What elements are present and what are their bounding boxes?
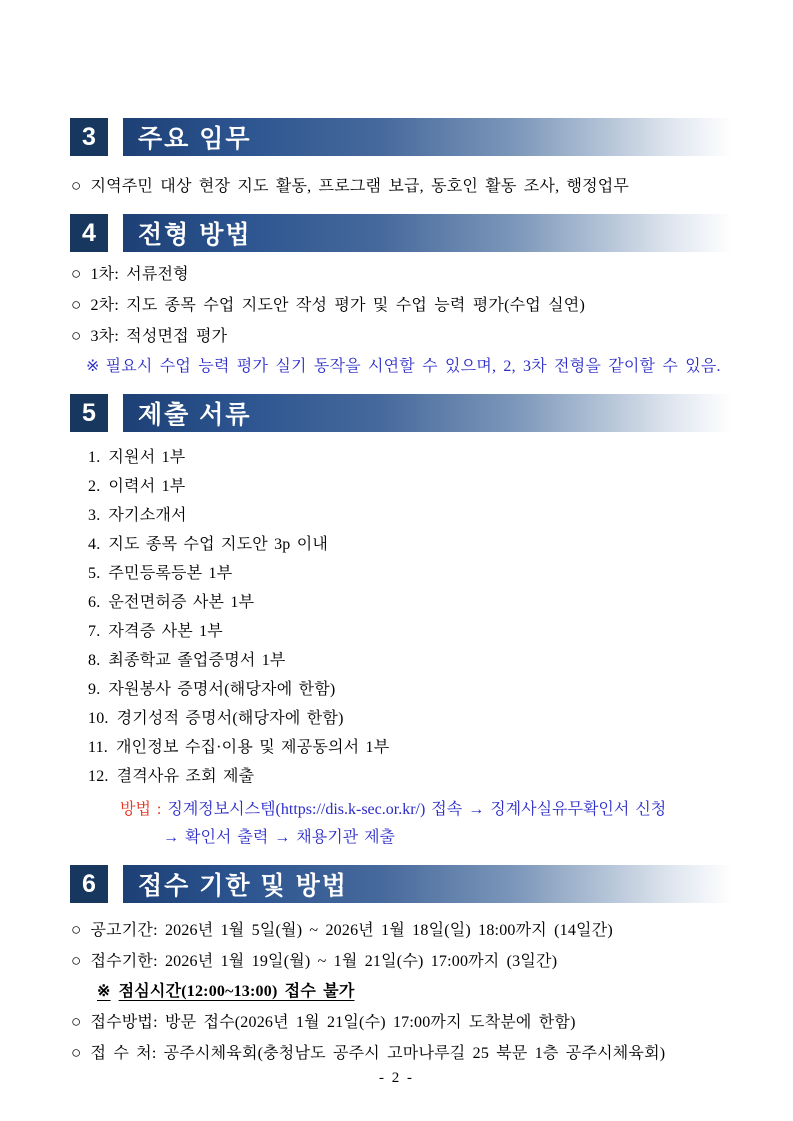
section-number-box: 4 bbox=[70, 214, 108, 252]
document-item bbox=[88, 559, 763, 588]
document-item bbox=[88, 443, 763, 472]
note-line-bold bbox=[97, 977, 763, 1007]
document-text: 개인정보 수집·이용 및 제공동의서 1부 bbox=[116, 739, 390, 756]
bullet-line bbox=[71, 915, 763, 946]
circle-marker: ○ bbox=[71, 326, 82, 345]
document-number: 8. bbox=[88, 652, 101, 669]
document-item bbox=[88, 646, 763, 675]
document-number: 6. bbox=[88, 594, 101, 611]
circle-marker: ○ bbox=[71, 295, 82, 314]
document-item bbox=[88, 588, 763, 617]
bullet-line bbox=[71, 290, 763, 321]
document-text: 자원봉사 증명서(해당자에 한함) bbox=[108, 681, 336, 698]
document-item bbox=[88, 472, 763, 501]
document-text: 지원서 1부 bbox=[108, 449, 186, 466]
section-title-bar bbox=[123, 214, 733, 252]
document-text: 최종학교 졸업증명서 1부 bbox=[108, 652, 286, 669]
bullet-text: 지역주민 대상 현장 지도 활동, 프로그램 보급, 동호인 활동 조사, 행정업무 bbox=[90, 178, 630, 195]
document-item bbox=[88, 675, 763, 704]
note-text: 점심시간(12:00~13:00) 접수 불가 bbox=[118, 983, 355, 1000]
bullet-text: 접 수 처: 공주시체육회(충청남도 공주시 고마나루길 25 북문 1층 공주시체육회) bbox=[90, 1045, 666, 1062]
section-title: 접수 기한 및 방법 bbox=[138, 872, 348, 900]
method-label: 방법 : bbox=[120, 801, 162, 818]
reference-mark-icon: ※ bbox=[97, 983, 111, 1000]
bullet-line bbox=[71, 946, 763, 977]
bullet-text: 2차: 지도 종목 수업 지도안 작성 평가 및 수업 능력 평가(수업 실연) bbox=[90, 297, 585, 314]
document-item bbox=[88, 530, 763, 559]
note-line-blue bbox=[86, 352, 763, 382]
bullet-text: 공고기간: 2026년 1월 5일(월) ~ 2026년 1월 18일(일) 18:00까지 (14일간) bbox=[90, 922, 613, 939]
document-list bbox=[88, 443, 763, 791]
section-title: 전형 방법 bbox=[138, 221, 252, 249]
section-application-deadline bbox=[0, 865, 793, 1069]
document-text: 운전면허증 사본 1부 bbox=[108, 594, 255, 611]
section-number-box: 3 bbox=[70, 118, 108, 156]
section-title: 제출 서류 bbox=[138, 401, 252, 429]
bullet-line bbox=[71, 1007, 763, 1038]
section-number-box: 6 bbox=[70, 865, 108, 903]
circle-marker: ○ bbox=[71, 176, 82, 195]
section-selection-method bbox=[0, 214, 793, 382]
section-required-documents bbox=[0, 394, 793, 850]
method-text-1: 징계정보시스템(https://dis.k-sec.or.kr/) 접속 → 징계사실유무확인서 신청 bbox=[167, 801, 667, 818]
section-title-bar bbox=[123, 394, 733, 432]
circle-marker: ○ bbox=[71, 1012, 82, 1031]
circle-marker: ○ bbox=[71, 264, 82, 283]
document-text: 자기소개서 bbox=[108, 507, 187, 524]
method-line-1 bbox=[120, 797, 763, 822]
bullet-line bbox=[71, 1038, 763, 1069]
document-number: 7. bbox=[88, 623, 101, 640]
document-text: 자격증 사본 1부 bbox=[108, 623, 223, 640]
document-number: 3. bbox=[88, 507, 101, 524]
bullet-text: 1차: 서류전형 bbox=[90, 266, 189, 283]
bullet-text: 접수방법: 방문 접수(2026년 1월 21일(수) 17:00까지 도착분에 한함) bbox=[90, 1014, 576, 1031]
section-3-header bbox=[70, 118, 793, 156]
document-text: 결격사유 조회 제출 bbox=[116, 768, 255, 785]
circle-marker: ○ bbox=[71, 1043, 82, 1062]
document-text: 경기성적 증명서(해당자에 한함) bbox=[116, 710, 344, 727]
document-number: 2. bbox=[88, 478, 101, 495]
section-4-header bbox=[70, 214, 793, 252]
document-text: 주민등록등본 1부 bbox=[108, 565, 233, 582]
circle-marker: ○ bbox=[71, 951, 82, 970]
section-title-bar bbox=[123, 118, 733, 156]
section-main-duties bbox=[0, 118, 793, 202]
document-item bbox=[88, 762, 763, 791]
section-number-box: 5 bbox=[70, 394, 108, 432]
document-text: 지도 종목 수업 지도안 3p 이내 bbox=[108, 536, 329, 553]
document-item bbox=[88, 704, 763, 733]
section-title-bar bbox=[123, 865, 733, 903]
page-number: - 2 - bbox=[379, 1070, 414, 1086]
document-number: 1. bbox=[88, 449, 101, 466]
document-number: 10. bbox=[88, 710, 109, 727]
note-text: 필요시 수업 능력 평가 실기 동작을 시연할 수 있으며, 2, 3차 전형을 같이할 수 있음. bbox=[105, 358, 721, 375]
bullet-text: 3차: 적성면접 평가 bbox=[90, 328, 228, 345]
bullet-text: 접수기한: 2026년 1월 19일(월) ~ 1월 21일(수) 17:00까지 (3일간) bbox=[90, 953, 558, 970]
section-title: 주요 임무 bbox=[138, 125, 252, 153]
bullet-line bbox=[71, 321, 763, 352]
circle-marker: ○ bbox=[71, 920, 82, 939]
document-number: 9. bbox=[88, 681, 101, 698]
method-line-2: → 확인서 출력 → 채용기관 제출 bbox=[163, 829, 396, 846]
document-item bbox=[88, 501, 763, 530]
section-6-header bbox=[70, 865, 793, 903]
document-number: 4. bbox=[88, 536, 101, 553]
document-text: 이력서 1부 bbox=[108, 478, 186, 495]
bullet-line bbox=[71, 171, 763, 202]
document-number: 11. bbox=[88, 739, 109, 756]
document-item bbox=[88, 733, 763, 762]
document-item bbox=[88, 617, 763, 646]
reference-mark-icon: ※ bbox=[86, 358, 100, 375]
section-5-header bbox=[70, 394, 793, 432]
document-number: 5. bbox=[88, 565, 101, 582]
document-number: 12. bbox=[88, 768, 109, 785]
bullet-line bbox=[71, 259, 763, 290]
